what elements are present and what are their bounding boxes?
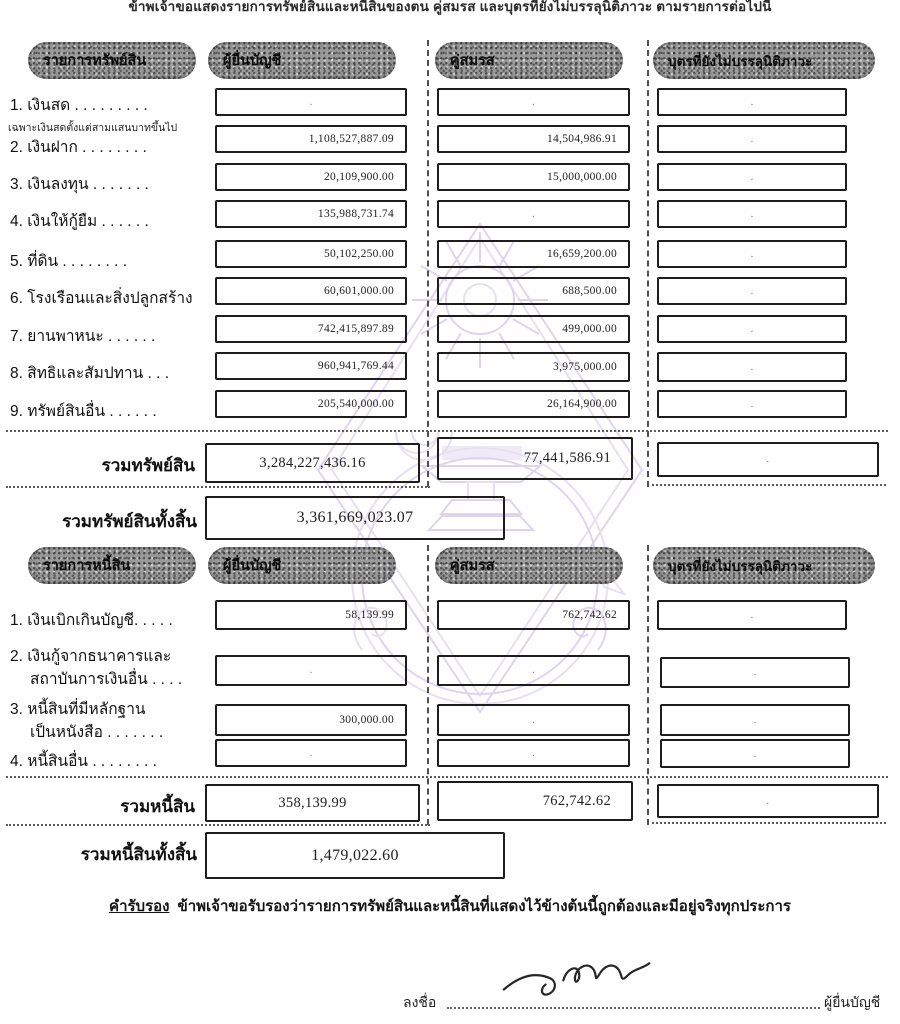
asset-row-label: 8. สิทธิและสัมปทาน . . .	[10, 365, 170, 382]
asset-investments-children-box	[657, 163, 847, 191]
asset-concessions-children-box	[657, 352, 847, 382]
asset-land-spouse-box: 16,659,200.00	[437, 240, 630, 268]
liability-bank-loans-declarant-box	[215, 655, 407, 686]
liabilities-header-items: รายการหนี้สิน	[28, 547, 196, 584]
liability-other-declarant-box	[215, 739, 407, 767]
liability-overdraft-spouse-box: 762,742.62	[437, 600, 630, 630]
dotted-rule	[652, 822, 886, 824]
asset-row-label: 4. เงินให้กู้ยืม . . . . . .	[10, 213, 149, 230]
asset-row-label: 9. ทรัพย์สินอื่น . . . . . .	[10, 403, 157, 420]
assets-grand-total-box: 3,361,669,023.07	[205, 496, 505, 540]
dotted-rule	[652, 484, 886, 486]
assets-header-items: รายการทรัพย์สิน	[28, 42, 196, 79]
liabilities-total-label: รวมหนี้สิน	[120, 797, 195, 816]
liability-row-label: 2. เงินกู้จากธนาคารและ	[10, 648, 172, 665]
column-divider	[647, 40, 649, 487]
asset-row-label: 6. โรงเรือนและสิ่งปลูกสร้าง	[10, 290, 193, 307]
asset-vehicles-spouse-box: 499,000.00	[437, 315, 630, 343]
assets-total-declarant-box: 3,284,227,436.16	[205, 443, 420, 483]
liabilities-total-children-box	[657, 784, 879, 818]
liability-documented-debt-children-box	[660, 704, 850, 736]
form-title: ข้าพเจ้าขอแสดงรายการทรัพย์สินและหนี้สินของตน คู่สมรส และบุตรที่ยังไม่บรรลุนิติภาวะ ตามรายการต่อไปนี้	[128, 0, 772, 14]
dotted-rule	[6, 824, 430, 826]
certification-heading: คำรับรอง	[109, 898, 170, 915]
asset-buildings-spouse-box: 688,500.00	[437, 277, 630, 305]
certification-text: ข้าพเจ้าขอรับรองว่ารายการทรัพย์สินและหนี้สินที่แสดงไว้ข้างต้นนี้ถูกต้องและมีอยู่จริงทุกประการ	[177, 898, 791, 915]
liability-overdraft-declarant-box: 58,139.99	[215, 600, 407, 630]
asset-row-label: 7. ยานพาหนะ . . . . . .	[10, 328, 156, 345]
liability-row-label: 3. หนี้สินที่มีหลักฐาน	[10, 701, 146, 718]
asset-other-spouse-box: 26,164,900.00	[437, 390, 630, 418]
asset-other-declarant-box: 205,540,000.00	[215, 390, 407, 418]
asset-deposits-children-box	[657, 125, 847, 153]
asset-cash-declarant-box	[215, 88, 407, 116]
assets-header-declarant: ผู้ยื่นบัญชี	[208, 42, 396, 79]
assets-total-spouse-box: 77,441,586.91	[437, 437, 633, 480]
liability-row-label: 1. เงินเบิกเกินบัญชี. . . . .	[10, 612, 173, 629]
asset-concessions-spouse-box: 3,975,000.00	[437, 352, 630, 382]
cash-note: เฉพาะเงินสดตั้งแต่สามแสนบาทขึ้นไป	[8, 122, 178, 134]
asset-row-label: 5. ที่ดิน . . . . . . . .	[10, 253, 128, 270]
asset-loans-given-declarant-box: 135,988,731.74	[215, 200, 407, 228]
liability-documented-debt-spouse-box	[437, 704, 630, 736]
liabilities-grand-total-label: รวมหนี้สินทั้งสิ้น	[80, 845, 197, 864]
column-divider	[647, 545, 649, 825]
liability-overdraft-children-box	[657, 600, 847, 630]
dotted-rule	[6, 486, 430, 488]
certification-statement	[0, 894, 900, 918]
signature-dotted-line	[447, 985, 820, 1009]
assets-header-children: บุตรที่ยังไม่บรรลุนิติภาวะ	[653, 42, 875, 79]
asset-cash-children-box	[657, 88, 847, 116]
asset-vehicles-children-box	[657, 315, 847, 343]
asset-row-label: 2. เงินฝาก . . . . . . . .	[10, 139, 147, 156]
asset-loans-given-children-box	[657, 200, 847, 228]
asset-row-label: 1. เงินสด . . . . . . . . .	[10, 97, 148, 114]
signer-role-label: ผู้ยื่นบัญชี	[824, 994, 881, 1010]
asset-loans-given-spouse-box	[437, 200, 630, 228]
liability-bank-loans-children-box	[660, 657, 850, 688]
asset-vehicles-declarant-box: 742,415,897.89	[215, 315, 407, 343]
asset-land-declarant-box: 50,102,250.00	[215, 240, 407, 268]
liability-row-label-line2: สถาบันการเงินอื่น . . . .	[30, 671, 183, 688]
assets-header-spouse: คู่สมรส	[435, 42, 623, 79]
asset-other-children-box	[657, 390, 847, 418]
column-divider	[427, 545, 429, 825]
liabilities-total-spouse-box: 762,742.62	[437, 781, 633, 821]
liabilities-header-declarant: ผู้ยื่นบัญชี	[208, 547, 396, 584]
asset-buildings-declarant-box: 60,601,000.00	[215, 277, 407, 305]
asset-deposits-declarant-box: 1,108,527,887.09	[215, 125, 407, 153]
assets-total-label: รวมทรัพย์สิน	[101, 456, 195, 475]
liability-other-spouse-box	[437, 739, 630, 767]
sign-here-label: ลงชื่อ	[403, 994, 437, 1010]
dotted-rule	[6, 776, 888, 778]
liabilities-header-spouse: คู่สมรส	[435, 547, 623, 584]
liability-bank-loans-spouse-box	[437, 655, 630, 686]
assets-total-children-box	[657, 442, 879, 477]
asset-row-label: 3. เงินลงทุน . . . . . . .	[10, 176, 149, 193]
asset-investments-declarant-box: 20,109,900.00	[215, 163, 407, 191]
asset-land-children-box	[657, 240, 847, 268]
asset-investments-spouse-box: 15,000,000.00	[437, 163, 630, 191]
asset-concessions-declarant-box: 960,941,769.44	[215, 352, 407, 380]
assets-grand-total-label: รวมทรัพย์สินทั้งสิ้น	[62, 512, 197, 531]
liability-documented-debt-declarant-box: 300,000.00	[215, 704, 407, 736]
asset-cash-spouse-box	[437, 88, 630, 116]
liabilities-grand-total-box: 1,479,022.60	[205, 832, 505, 879]
asset-buildings-children-box	[657, 277, 847, 305]
liability-row-label-line2: เป็นหนังสือ . . . . . . .	[30, 724, 164, 741]
liability-row-label: 4. หนี้สินอื่น . . . . . . . .	[10, 753, 157, 770]
liability-other-children-box	[660, 739, 850, 768]
liabilities-header-children: บุตรที่ยังไม่บรรลุนิติภาวะ	[653, 547, 875, 584]
dotted-rule	[6, 430, 888, 432]
asset-deposits-spouse-box: 14,504,986.91	[437, 125, 630, 153]
liabilities-total-declarant-box: 358,139.99	[205, 784, 420, 822]
column-divider	[427, 40, 429, 487]
